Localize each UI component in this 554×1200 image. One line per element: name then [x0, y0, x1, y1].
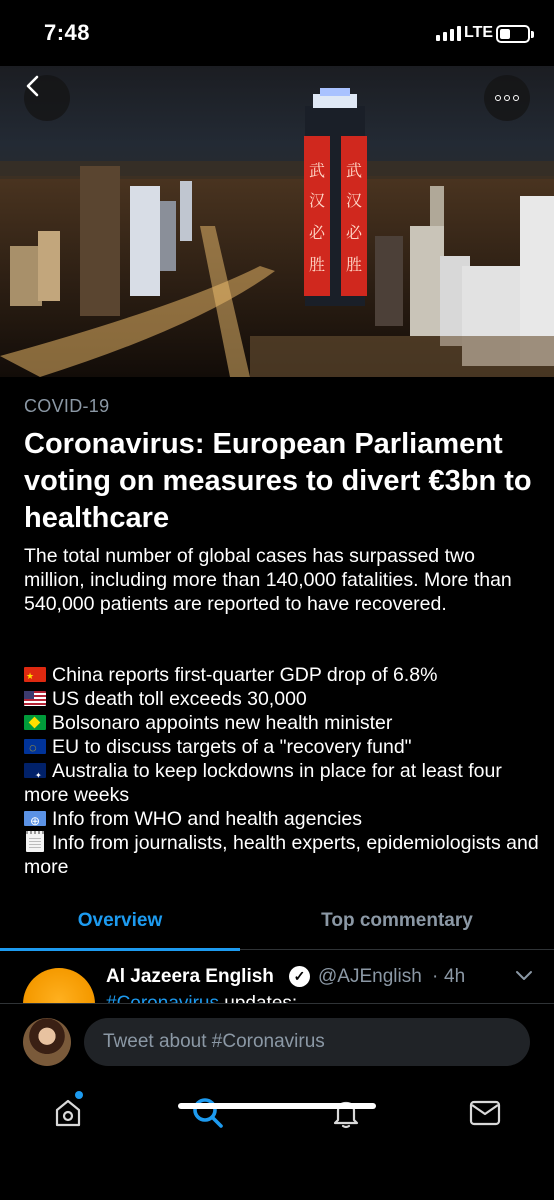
svg-text:必: 必 — [345, 223, 363, 242]
tweet-compose-input[interactable] — [84, 1018, 530, 1066]
nav-messages-button[interactable] — [465, 1093, 505, 1133]
update-item[interactable] — [24, 735, 539, 759]
chevron-down-icon[interactable] — [514, 965, 534, 985]
cellular-signal-icon — [436, 26, 461, 41]
tab-label: Overview — [77, 910, 163, 931]
tab-overview[interactable] — [0, 893, 240, 949]
tab-top-commentary[interactable] — [277, 893, 517, 949]
svg-text:胜: 胜 — [345, 255, 363, 274]
update-list — [24, 663, 539, 879]
nav-home-button[interactable] — [48, 1093, 88, 1133]
home-icon — [52, 1097, 84, 1129]
network-type: LTE — [464, 24, 494, 41]
city-skyline-image — [0, 66, 554, 377]
back-button[interactable] — [24, 75, 70, 121]
tweet-handle[interactable]: @AJEnglish — [318, 966, 422, 987]
nav-notifications-button[interactable] — [326, 1093, 366, 1133]
verified-badge-icon: ✓ — [289, 966, 310, 987]
tab-bar — [0, 893, 554, 950]
svg-text:汉: 汉 — [345, 191, 363, 210]
update-text: China reports first-quarter GDP drop of 6.8% — [52, 664, 438, 686]
more-options-button[interactable] — [484, 75, 530, 121]
us-flag-icon — [24, 691, 46, 706]
article-headline: Coronavirus: European Parliament voting on measures to divert €3bn to healthcare — [24, 428, 532, 534]
tab-label: Top commentary — [321, 910, 473, 931]
update-text: Australia to keep lockdowns in place for at least four more weeks — [24, 760, 502, 806]
update-item[interactable] — [24, 663, 539, 687]
compose-bar — [0, 1003, 554, 1079]
svg-text:武: 武 — [345, 161, 363, 180]
un-flag-icon — [24, 811, 46, 826]
brazil-flag-icon — [24, 715, 46, 730]
update-item[interactable] — [24, 759, 539, 807]
tweet-card[interactable] — [0, 951, 554, 1003]
battery-icon — [496, 25, 530, 43]
notepad-icon — [26, 831, 44, 852]
bell-icon — [330, 1097, 362, 1129]
china-flag-icon — [24, 667, 46, 682]
svg-text:必: 必 — [308, 223, 326, 242]
more-horizontal-icon — [495, 95, 519, 101]
australia-flag-icon — [24, 763, 46, 778]
status-bar — [0, 0, 554, 66]
tweet-author-name[interactable]: Al Jazeera English — [106, 966, 274, 987]
tweet-timestamp: 4h — [444, 966, 466, 987]
status-time: 7:48 — [44, 20, 91, 45]
svg-text:武: 武 — [308, 161, 326, 180]
update-text: Info from journalists, health experts, epidemiologists and more — [24, 832, 539, 878]
nav-search-button[interactable] — [188, 1093, 228, 1133]
update-text: EU to discuss targets of a "recovery fund" — [52, 736, 412, 758]
separator: · — [432, 966, 439, 987]
notification-dot — [75, 1091, 83, 1099]
bottom-navigation — [0, 1079, 554, 1200]
search-icon — [191, 1096, 225, 1130]
update-text: Info from WHO and health agencies — [52, 808, 362, 830]
envelope-icon — [468, 1098, 502, 1128]
hero-image — [0, 66, 554, 377]
svg-text:汉: 汉 — [308, 191, 326, 210]
update-text: US death toll exceeds 30,000 — [52, 688, 307, 710]
update-item[interactable] — [24, 807, 539, 831]
article-summary: The total number of global cases has surpassed two million, including more than 140,000 fatalities. More than 540,000 patients are reported to have recovered. — [24, 545, 512, 615]
article-category: COVID-19 — [24, 396, 110, 416]
update-item[interactable] — [24, 831, 539, 879]
svg-text:胜: 胜 — [308, 255, 326, 274]
eu-flag-icon — [24, 739, 46, 754]
avatar[interactable] — [23, 1018, 71, 1066]
home-indicator[interactable] — [178, 1103, 376, 1109]
update-item[interactable] — [24, 687, 539, 711]
update-text: Bolsonaro appoints new health minister — [52, 712, 393, 734]
chevron-left-icon — [24, 75, 42, 97]
update-item[interactable] — [24, 711, 539, 735]
